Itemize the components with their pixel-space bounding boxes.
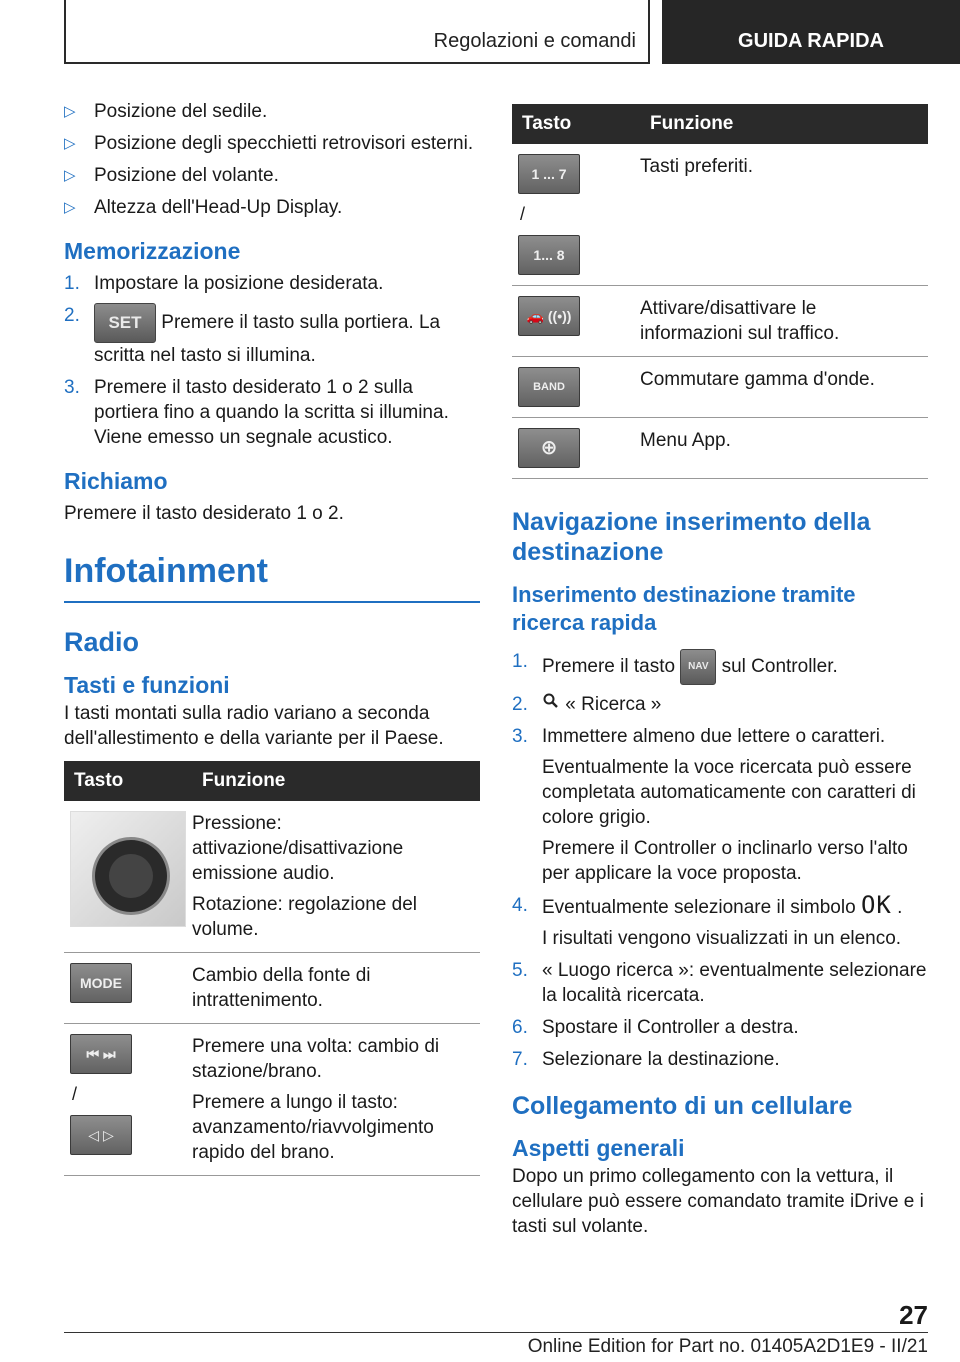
table-header-funzione: Funzione: [192, 761, 480, 801]
tasti-text: I tasti montati sulla radio variano a seconda dell'allestimento e della variante per il Paese.: [64, 703, 444, 749]
radio-keys-table: [64, 761, 480, 1176]
step-item: 1. Premere il tasto NAV sul Controller.: [512, 649, 928, 685]
page-number: 27: [899, 1300, 928, 1330]
step-item: 1. Impostare la posizione desiderata.: [64, 273, 384, 294]
app-menu-key-icon: ⊕: [518, 428, 580, 468]
step-item: 5. « Luogo ricerca »: eventualmente selezionare la località ricercata.: [512, 960, 927, 1007]
list-item: ▷ Altezza dell'Head-Up Display.: [64, 197, 343, 218]
table-row: 1 ... 7 / 1... 8 Tasti preferiti.: [512, 144, 928, 286]
header-underline: [64, 62, 650, 64]
favorite-keys-7-icon: 1 ... 7: [518, 154, 580, 194]
heading-memorizzazione: Memorizzazione: [64, 238, 241, 264]
list-item: ▷ Posizione del volante.: [64, 165, 279, 186]
footer-divider: [64, 1332, 928, 1333]
heading-richiamo: Richiamo: [64, 468, 168, 494]
volume-knob-icon: [70, 811, 186, 927]
richiamo-text: Premere il tasto desiderato 1 o 2.: [64, 503, 344, 524]
header-section-title: Regolazioni e comandi: [433, 30, 636, 52]
table-row: BAND Commutare gamma d'onde.: [512, 357, 928, 418]
step-item: 4. Eventualmente selezionare il simbolo OK . I risultati vengono visualizzati in un elenco.: [512, 891, 903, 950]
band-key-icon: BAND: [518, 367, 580, 407]
heading-aspetti-generali: Aspetti generali: [512, 1135, 685, 1162]
traffic-info-key-icon: 🚗 ((•)): [518, 296, 580, 336]
heading-tasti-funzioni: Tasti e funzioni: [64, 672, 230, 698]
header-divider-left: [64, 0, 66, 64]
skip-keys-icon: ⏮ ⏭: [70, 1034, 132, 1074]
table-header-funzione: Funzione: [640, 104, 928, 144]
triangle-bullet-icon: ▷: [64, 199, 76, 216]
heading-navigazione: Navigazione inserimento della destinazione: [512, 508, 871, 566]
table-header-tasto: Tasto: [512, 104, 640, 144]
step-item: 3. Premere il tasto desiderato 1 o 2 sulla portiera fino a quando la scritta si illumina. Viene emesso un segnale acustico.: [64, 377, 449, 448]
adjustment-bullet-list: [64, 100, 480, 220]
triangle-bullet-icon: ▷: [64, 167, 76, 184]
triangle-bullet-icon: ▷: [64, 135, 76, 152]
memorizzazione-steps: [64, 271, 480, 450]
table-row: ⏮ ⏭ / ◁ ▷ Premere una volta: cambio di stazione/brano. Premere a lungo il tasto: avanzamento/riavvolgimento rapido del brano.: [64, 1024, 480, 1176]
footer-edition: Online Edition for Part no. 01405A2D1E9 - II/21: [527, 1336, 928, 1357]
cellulare-text: Dopo un primo collegamento con la vettura, il cellulare può essere comandato tramite iDrive e i tasti sul volante.: [512, 1166, 924, 1238]
favorite-keys-8-icon: 1... 8: [518, 235, 580, 275]
list-item: ▷ Posizione del sedile.: [64, 101, 268, 122]
heading-ricerca-rapida: Inserimento destinazione tramite ricerca rapida: [512, 582, 856, 635]
table-row: 🚗 ((•)) Attivare/disattivare le informazioni sul traffico.: [512, 286, 928, 357]
step-item: 3. Immettere almeno due lettere o caratteri. Eventualmente la voce ricercata può essere completata automaticamente con caratteri di colore grigio. Premere il Controller o inclinarlo verso l'alto per applicare la voce proposta.: [512, 726, 916, 885]
heading-infotainment: Infotainment: [64, 552, 480, 603]
heading-collegamento-cellulare: Collegamento di un cellulare: [512, 1092, 853, 1121]
favorite-keys-table: [512, 104, 928, 479]
heading-radio: Radio: [64, 627, 140, 657]
list-item: ▷ Posizione degli specchietti retrovisori esterni.: [64, 133, 474, 154]
set-button-icon: SET: [94, 303, 156, 343]
step-item: 2. « Ricerca »: [512, 692, 928, 717]
table-row: Pressione: attivazione/disattivazione emissione audio. Rotazione: regolazione del volume.: [64, 801, 480, 953]
step-item: 7. Selezionare la destinazione.: [512, 1049, 780, 1071]
table-row: ⊕ Menu App.: [512, 418, 928, 479]
navigation-steps: [512, 649, 928, 1072]
mode-key-icon: MODE: [70, 963, 132, 1003]
search-icon: [542, 692, 560, 717]
right-column: [512, 104, 928, 1239]
step-item: 2. SET Premere il tasto sulla portiera. La scritta nel tasto si illumina.: [64, 305, 441, 366]
header-tab-guida-rapida[interactable]: GUIDA RAPIDA: [662, 0, 960, 64]
table-row: MODE Cambio della fonte di intrattenimento.: [64, 953, 480, 1024]
triangle-bullet-icon: ▷: [64, 103, 76, 120]
left-column: [64, 100, 480, 1176]
arrow-keys-icon: ◁ ▷: [70, 1115, 132, 1155]
step-item: 6. Spostare il Controller a destra.: [512, 1017, 799, 1039]
header-divider-right: [648, 0, 650, 64]
table-header-tasto: Tasto: [64, 761, 192, 801]
nav-button-icon: NAV: [680, 649, 716, 685]
ok-symbol-icon: OK: [860, 891, 892, 920]
